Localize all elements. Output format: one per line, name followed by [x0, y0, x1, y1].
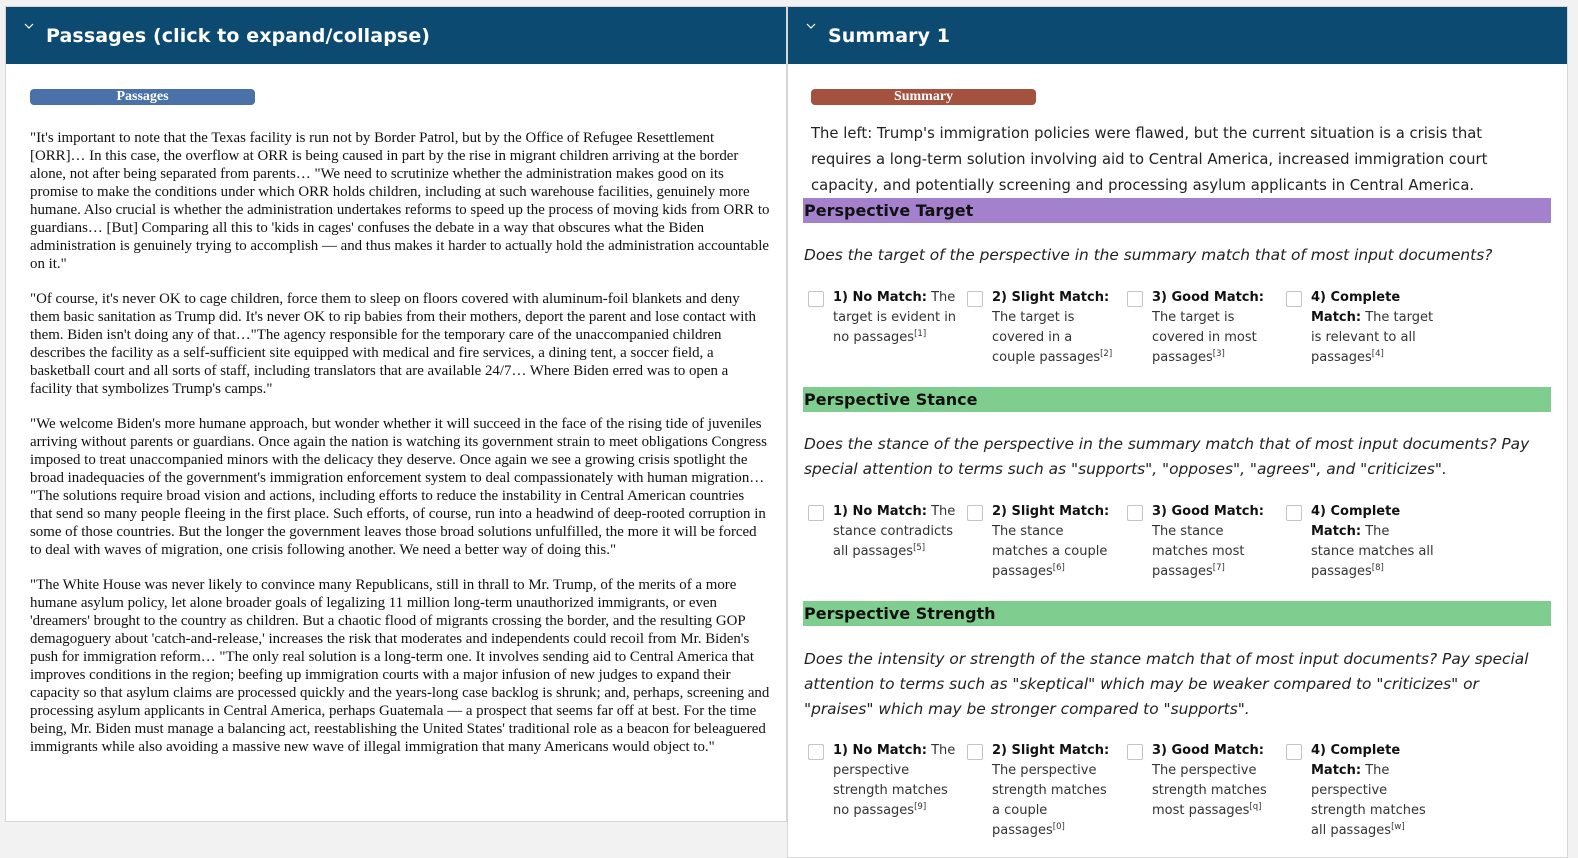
- checkbox[interactable]: [1127, 505, 1143, 521]
- section-title-strength: Perspective Strength: [803, 601, 1551, 626]
- passages-panel: [5, 6, 787, 822]
- summary-panel-header[interactable]: [788, 7, 1567, 64]
- checkbox[interactable]: [1127, 291, 1143, 307]
- checkbox[interactable]: [967, 291, 983, 307]
- question-strength: Does the intensity or strength of the stance match that of most input documents? Pay special attention to terms such as "skeptical" which may be weaker compared to "criticizes" or "praises" which may be stronger compared to "supports".: [804, 650, 1529, 718]
- chevron-down-icon: [24, 21, 34, 31]
- section-title-target: Perspective Target: [803, 198, 1551, 223]
- checkbox[interactable]: [1127, 744, 1143, 760]
- passage-paragraph: "It's important to note that the Texas facility is run not by Border Patrol, but by the Office of Refugee Resettlement [ORR]… In this case, the overflow at ORR is being caused in part by the rise in migrant children arriving at the border alone, not after being separated from parents… "We need to scrutinize whether the administration makes good on its promise to make the conditions under which ORR holds children, including at such warehouse facilities, genuinely more humane. Also crucial is whether the administration undertakes reforms to speed up the process of moving kids from ORR to guardians… [But] Comparing all this to 'kids in cages' confuses the debate in a way that obscures what the Biden administration is genuinely trying to accomplish — and thus makes it harder to actually hold the administration accountable on it.": [30, 130, 770, 272]
- summary-panel: Summary 1 Summary The left: Trump's immigration policies were flawed, but the current situation is a crisis that requires a long-term solution involving aid to Central America, increased immigration court capacity, and potentially screening and processing asylum applicants in Central America. Perspective Target Does the target of the perspective in the summary match that of most input documents? 1) No Match: The target is evident in no passages[1] 2) Slight Match: The target is covered in a couple passages[2] 3) Good Match: The target is covered in most passages[3] 4) Complete Match: The target is relevant to all passages[4] Perspective Stance Does the stance of the perspective in the summary match that of most input documents? Pay special attention to terms such as "supports", "opposes", "agrees", and "criticizes". 1) No Match: The stance contradicts all passages[5] 2) Slight Match: The stance matches a couple passages[6] 3) Good Match: The stance matches most passages[7] 4) Complete Match: The stance matches all passages[8] Perspective Strength Does the intensity or strength of the stance match that of most input documents? Pay special attention to terms such as "skeptical" which may be weaker compared to "criticizes" or "praises" which may be stronger compared to "supports". 1) No Match: The perspective strength matches no passages[9] 2) Slight Match: The perspective strength matches a couple passages[0] 3) Good Match: The perspective strength matches most passages[q] 4) Complete Match: The perspective strength matches all passages[w]: [787, 6, 1568, 858]
- passages-panel-header[interactable]: [6, 7, 786, 64]
- checkbox[interactable]: [1286, 744, 1302, 760]
- checkbox[interactable]: [967, 505, 983, 521]
- checkbox[interactable]: [808, 291, 824, 307]
- passage-paragraph: "Of course, it's never OK to cage children, force them to sleep on floors covered with aluminum-foil blankets and deny them basic sanitation as Trump did. It's never OK to rip babies from their mothers, deport the parent and lose contact with them. Biden isn't doing any of that…"The agency responsible for the temporary care of the unaccompanied children describes the facility as a self-sufficient site equipped with medical and fire services, a dining tent, a soccer field, a basketball court and all sorts of staff, including translators that are available 24/7… Where Biden erred was to open a facility that symbolizes Trump's camps.": [30, 291, 756, 397]
- passage-paragraph: "We welcome Biden's more humane approach, but wonder whether it will succeed in the face of the rising tide of juveniles arriving without parents or guardians. Once again the nation is watching its government strain to meet obligations Congress imposed to treat unaccompanied minors with the delicacy they deserve. Once again we see a growing crisis spotlight the broad inadequacies of the government's immigration enforcement system to deal compassionately with human migration… "The solutions require broad vision and actions, including efforts to reduce the instability in Central American countries that send so many people fleeing in the first place. Such efforts, of course, run into a headwind of deep-rooted corruption in some of those countries. But the longer the government leaves those broad solutions unfulfilled, the more it will be forced to deal with waves of migration, one crisis following another. We need a better way of doing this.": [30, 416, 767, 558]
- question-stance: Does the stance of the perspective in the summary match that of most input documents? Pay special attention to terms such as "supports", "opposes", "agrees", and "criticizes".: [804, 435, 1530, 478]
- checkbox[interactable]: [808, 505, 824, 521]
- summary-label-pill: Summary: [811, 89, 1036, 105]
- checkbox[interactable]: [808, 744, 824, 760]
- checkbox[interactable]: [1286, 291, 1302, 307]
- chevron-down-icon: [806, 21, 816, 31]
- summary-text: The left: Trump's immigration policies were flawed, but the current situation is a crisis that requires a long-term solution involving aid to Central America, increased immigration court capacity, and potentially screening and processing asylum applicants in Central America.: [811, 125, 1488, 194]
- passages-text: [30, 129, 770, 773]
- checkbox[interactable]: [1286, 505, 1302, 521]
- checkbox[interactable]: [967, 744, 983, 760]
- passage-paragraph: "The White House was never likely to convince many Republicans, still in thrall to Mr. Trump, of the merits of a more humane asylum policy, let alone broader goals of legalizing 11 million long-term unauthorized immigrants, or even 'dreamers' brought to the country as children. But a chaotic flood of migrants crossing the border, and the resulting GOP demagoguery about 'catch-and-release,' increases the risk that moderates and independents could recoil from Mr. Biden's push for immigration reform… "The only real solution is a long-term one. It involves sending aid to Central America that improves conditions in the region; beefing up immigration courts with a major infusion of new judges to expand their capacity so that asylum claims are processed quickly and the years-long case backlog is shrunk; and, perhaps, screening and processing asylum applicants in Central America, perhaps Guatemala — a prospect that seems far off at best. For the time being, Mr. Biden must manage a balancing act, reestablishing the United States' traditional role as a beacon for beleaguered immigrants while also avoiding a massive new wave of illegal immigration that many Americans would object to.": [30, 577, 770, 755]
- summary-panel-title: Summary 1: [828, 24, 951, 47]
- section-title-stance: Perspective Stance: [803, 387, 1551, 412]
- passages-panel-title: Passages (click to expand/collapse): [46, 24, 431, 47]
- passages-label-pill: Passages: [30, 89, 255, 105]
- question-target: Does the target of the perspective in the summary match that of most input documents?: [804, 246, 1493, 264]
